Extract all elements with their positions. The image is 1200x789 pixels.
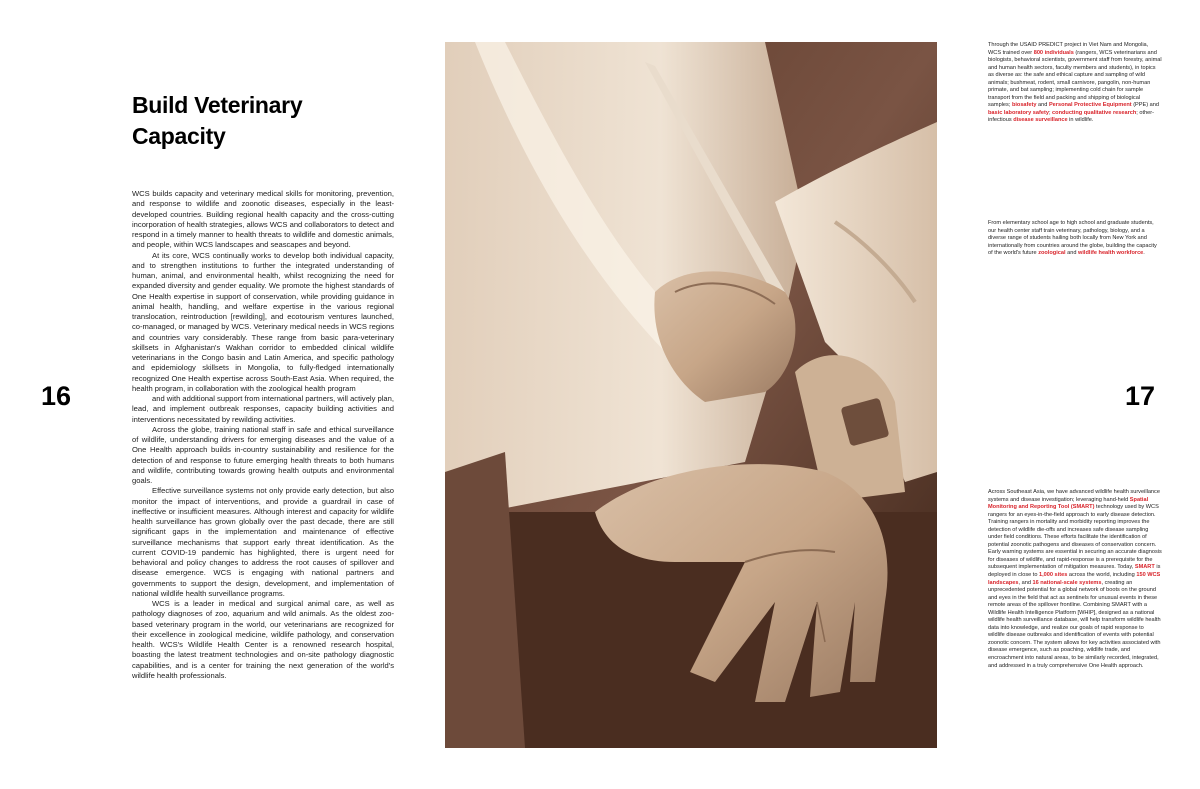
sidebar-text: From elementary school age to high school and graduate students, our health center staff train veterinary, pathology, biology, and a diverse range of students hailing both locally from New York and internationally from countries around the globe, building the capacity of the world's future xyxy=(988,220,1157,257)
sidebar-text: across the world, including xyxy=(1067,572,1137,579)
highlight-term: SMART xyxy=(1134,564,1155,571)
section-title-line-1: Build Veterinary xyxy=(132,92,303,118)
sidebar-text: Across Southeast Asia, we have advanced wildlife health surveillance systems and disease investigation; leveraging hand-held xyxy=(988,489,1160,503)
sidebar-text: . xyxy=(1143,250,1145,257)
highlight-term: Spatial Monitoring and Reporting Tool (SMART) xyxy=(988,496,1149,511)
highlight-term: biosafety xyxy=(1011,102,1037,109)
body-paragraph: Effective surveillance systems not only provide early detection, but also monitor the impact of interventions, and provide a guardrail in case of ineffective or insufficient measures. Although interest and capacity for wildlife health surveillance has grown globally over the past decade, there are still significant gaps in the implementation and maintenance of effective surveillance mechanisms that support early threat identification. As the current COVID-19 pandemic has highlighted, there is urgent need for behavioral and policy changes to address the root causes of spillover and disease emergence. WCS is engaging with national partners and governments to support the design, development, and implementation of national wildlife health surveillance programs. xyxy=(132,486,394,598)
body-paragraph: WCS builds capacity and veterinary medical skills for monitoring, prevention, and response to wildlife and zoonotic diseases, especially in the least-developed countries. Building regional health capacity and the cross-cutting incorporation of health strategies, allows WCS and collaborators to detect and respond in a timely manner to health threats to wildlife and domestic animals, and people, within WCS landscapes and seascapes and beyond. xyxy=(132,189,394,250)
sidebar-text: technology used by WCS rangers for an eyes-in-the-field approach to early disease detection. Training rangers in mortality and morbidity reporting improves the detection of wildlife die-offs and increases safe disease sampling under field conditions. These efforts facilitate the identification of potential zoonotic pathogens and diseases of conservation concern. Early warning systems are essential in securing an accurate diagnosis for diseases of wildlife, and rapid-response is a prerequisite for the subsequent implementation of mitigation measures. Today, xyxy=(988,504,1162,571)
highlight-term: 1,000 sites xyxy=(1039,572,1068,579)
page-number-right: 17 xyxy=(1125,381,1156,411)
highlight-term: 16 national-scale systems xyxy=(1032,579,1102,586)
highlight-term: 150 WCS landscapes xyxy=(988,572,1161,586)
sidebar-text: ; xyxy=(1048,109,1053,116)
body-paragraph: and with additional support from international partners, will actively plan, lead, and implement outbreak responses, capacity building activities and interventions necessitated by rewilding activities. xyxy=(132,394,394,424)
page-number-left: 16 xyxy=(41,381,72,411)
sidebar-text: in wildlife. xyxy=(1067,117,1094,124)
sidebar-text: , and xyxy=(1018,579,1033,586)
highlight-term: conducting qualitative research xyxy=(1052,109,1137,116)
highlight-term: 800 individuals xyxy=(1033,49,1074,56)
highlight-term: Personal Protective Equipment xyxy=(1048,102,1132,109)
sidebar-text: is deployed in close to xyxy=(988,564,1161,579)
sidebar-note-smart xyxy=(988,489,1162,670)
highlight-term: disease surveillance xyxy=(1013,117,1068,124)
section-title xyxy=(132,90,302,152)
sidebar-text: (PPE) and xyxy=(1131,102,1160,109)
sidebar-note-training xyxy=(988,220,1162,258)
sidebar-text: and xyxy=(1036,102,1049,109)
highlight-term: basic laboratory safety xyxy=(988,109,1049,116)
sidebar-text: Through the USAID PREDICT project in Viet Nam and Mongolia, WCS trained over xyxy=(988,42,1149,56)
sidebar-text: ; other-infectious xyxy=(988,109,1155,124)
body-paragraph: WCS is a leader in medical and surgical animal care, as well as pathology diagnoses of zoo, aquarium and wild animals. As the oldest zoo-based veterinary program in the world, our veterinarians are recognized for their excellence in zoological medicine, wildlife pathology, and conservation health. WCS's Wildlife Health Center is a renowned research hospital, boasting the latest treatment technologies and on-site pathology diagnostic capabilities, and is a center for training the next generation of the world's wildlife health professionals. xyxy=(132,599,394,680)
section-title-line-2: Capacity xyxy=(132,123,226,149)
sidebar-text: , creating an unprecedented potential for a global network of boots on the ground and eyes in the field that act as sentinels for unusual events in these remote areas of the spillover frontline. Combining SMART with a Wildlife Health Intelligence Platform [WHIP], designed as a national wildlife health surveillance database, will help transform wildlife health data into knowledge, and realize our goals of rapid response to wildlife disease outbreaks and identification of events with potential zoonotic concern. The system allows for key activities associated with disease emergence, such as poaching, wildlife trade, and encroachment into natural areas, to be similarly recorded, integrated, and addressed in a truly comprehensive One Health approach. xyxy=(988,579,1161,669)
highlight-term: wildlife health workforce xyxy=(1078,250,1144,257)
highlight-term: zoological xyxy=(1038,250,1066,257)
body-paragraph: Across the globe, training national staff in safe and ethical surveillance of wildlife, understanding drivers for emerging diseases and the value of a One Health approach builds in-country sustainability and resilience for the detection of and response to future emerging health threats to both humans and wildlife, contributing towards growing health outputs and environmental goals. xyxy=(132,424,394,485)
gloved-hands-photo xyxy=(445,42,937,748)
sidebar-text: (rangers, WCS veterinarians and biologists, behavioral scientists, government staff from forestry, animal and human health sectors, faculty members and students), in topics as diverse as: the safe and ethical capture and sampling of wild animals; bushmeat, rodent, small carnivore, pangolin, non-human primate, and bat sampling; implementing cold chain for sample transport from the field and packing and shipping of biological samples; xyxy=(988,49,1162,109)
sidebar-note-predict xyxy=(988,42,1162,125)
sidebar-text: and xyxy=(1065,250,1079,257)
body-paragraph: At its core, WCS continually works to develop both individual capacity, and to strengthen institutions to further the integrated understanding of human, animal, and environmental health, whilst recognizing the need for expanded diversity and gender equality. We promote the highest standards of One Health expertise in support of conservation, while providing guidance in animal health, handling, and welfare expertise in the various regional translocation, reintroduction [rewilding], and ecotourism ventures launched, co-managed, or managed by WCS. Veterinary medical needs in WCS regions and countries vary considerably. These range from basic para-veterinary skillsets in Afghanistan's Wakhan corridor to embedded clinical wildlife veterinarians in the Congo basin and Latin America, and specific pathology and epidemiology skillsets in Mongolia, to fully-fledged internationally recognized One Health expertise across South-East Asia. When required, the health program, in collaboration with the zoological health program xyxy=(132,250,394,393)
body-text-column xyxy=(132,189,394,681)
